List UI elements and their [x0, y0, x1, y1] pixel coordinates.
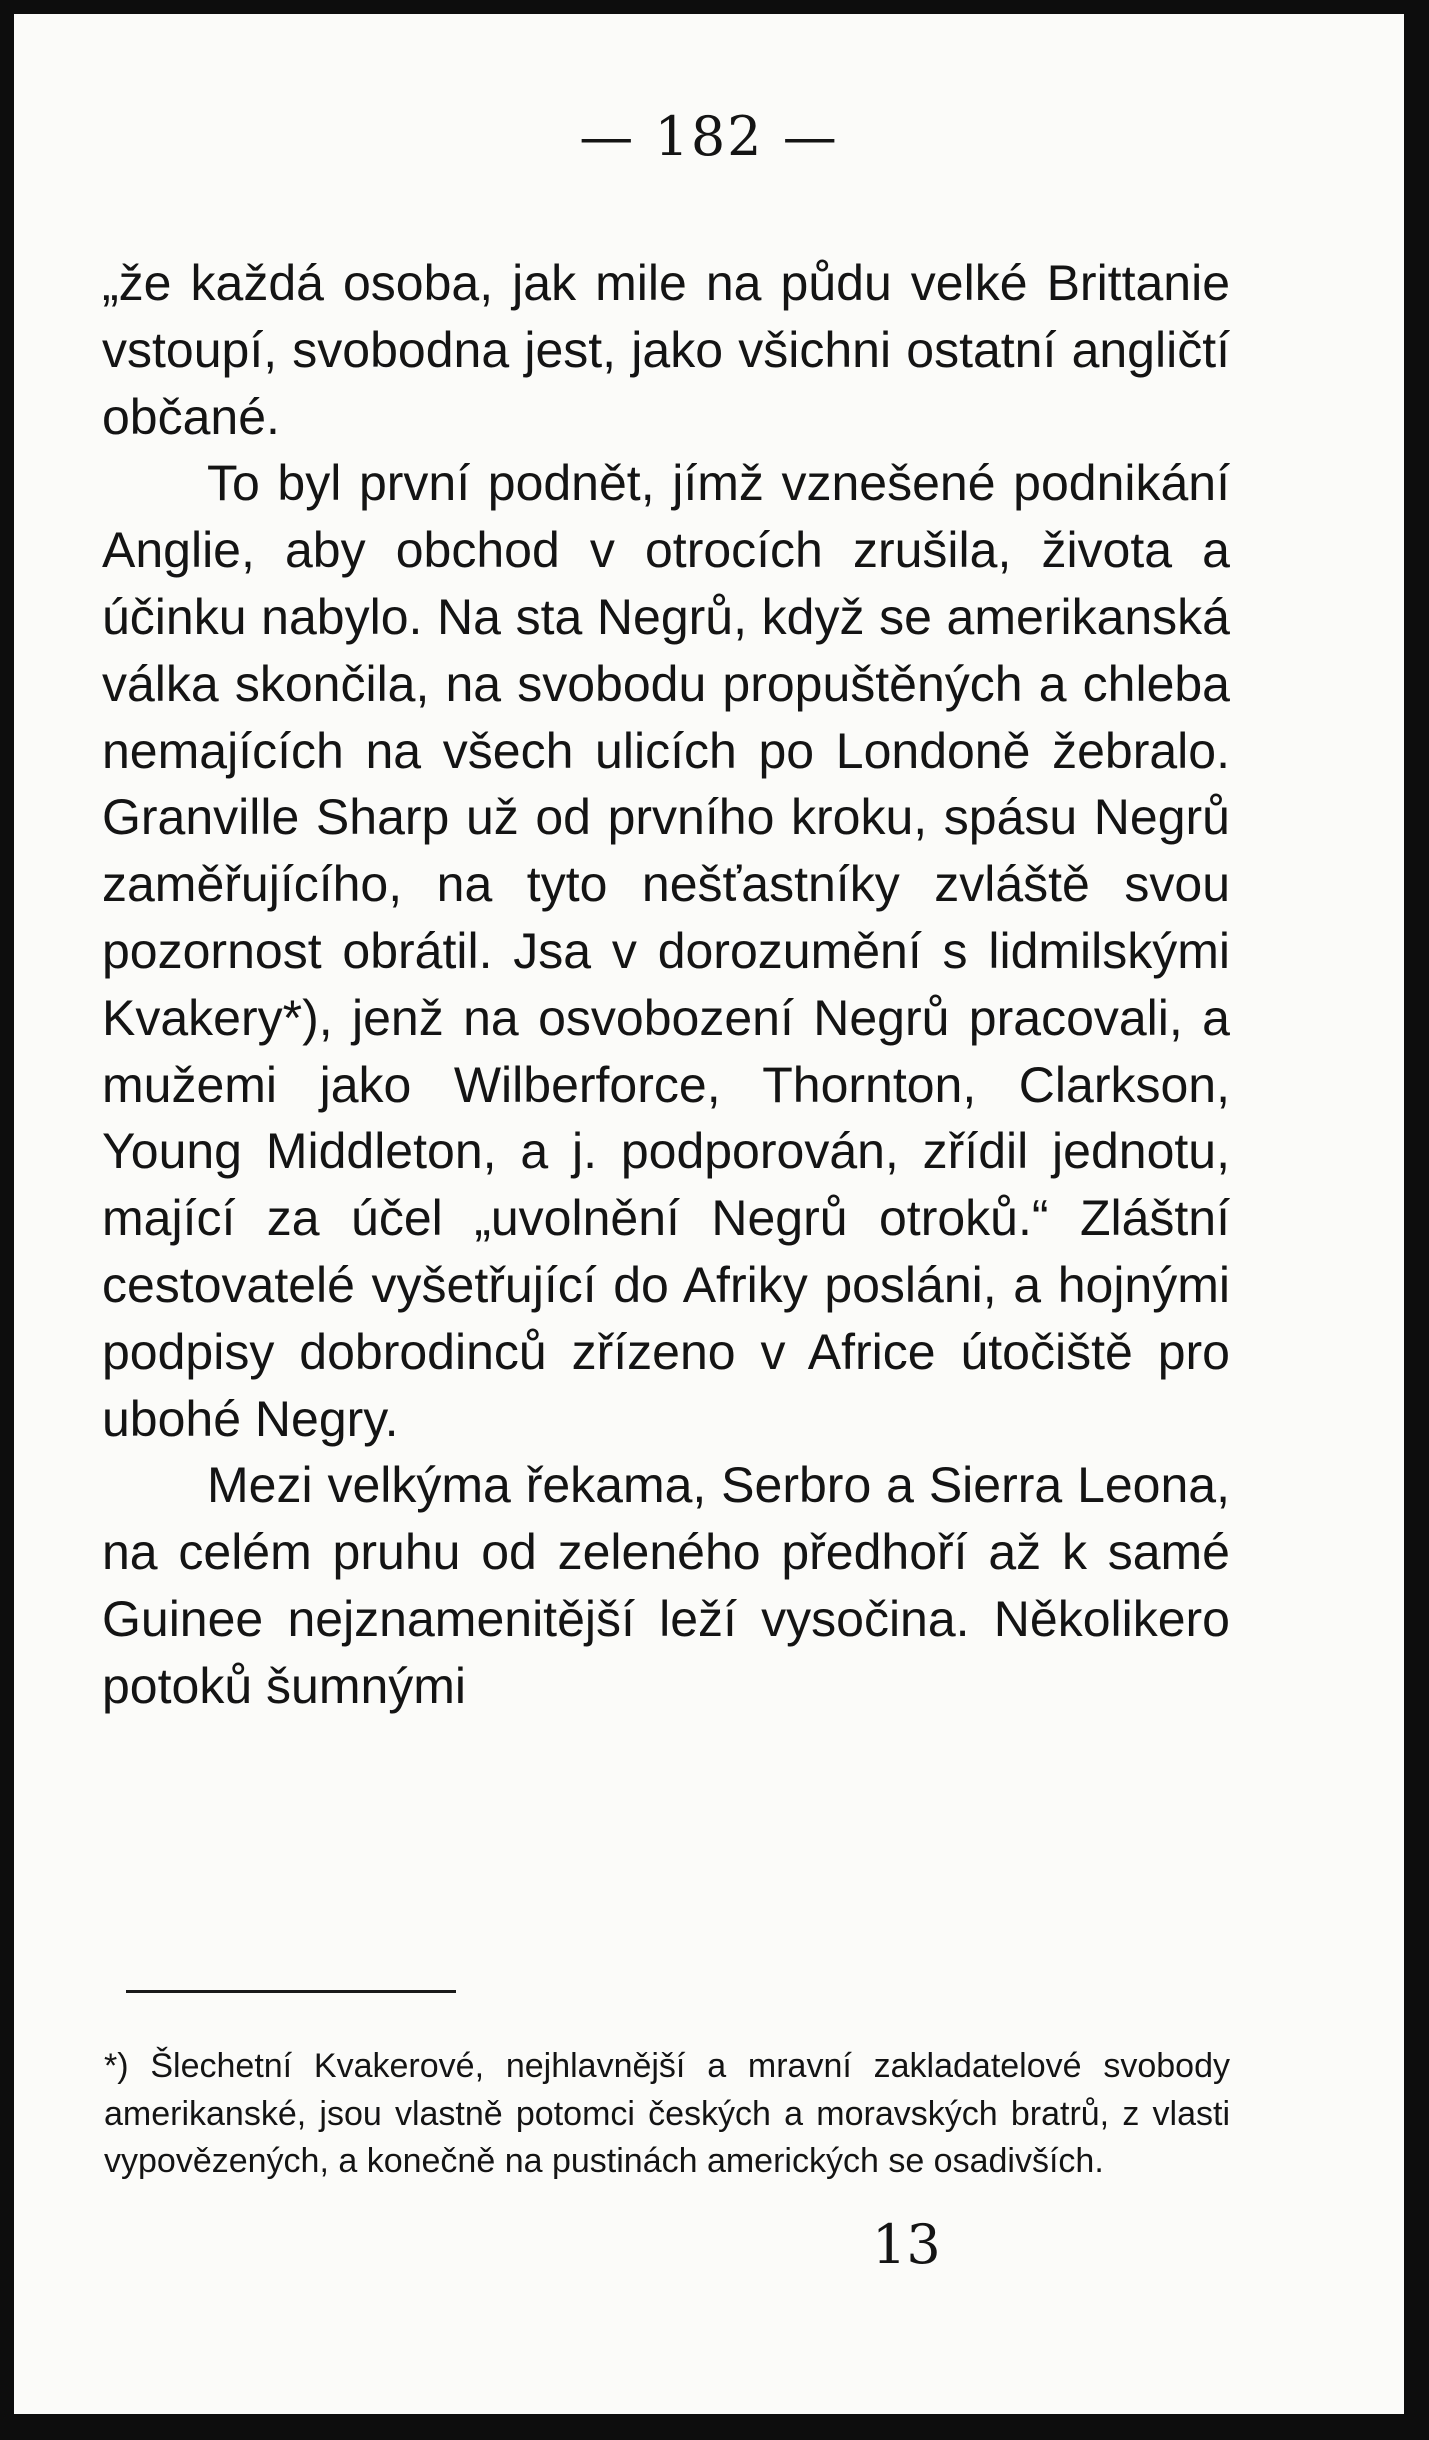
paragraph-3: Mezi velkýma řekama, Serbro a Sierra Leona, na celém pruhu od zeleného předhoří až k samé Guinee nejznamenitější leží vysočina. Několikero potoků šumnými [102, 1457, 1230, 1714]
page-number: — 182 — [579, 105, 839, 168]
body-text [102, 250, 1230, 1720]
signature-mark: 13 [872, 2213, 941, 2276]
paragraph-2: To byl první podnět, jímž vznešené podnikání Anglie, aby obchod v otrocích zrušila, života a účinku nabylo. Na sta Negrů, když se amerikanská válka skončila, na svobodu propuštěných a chleba nemajících na všech ulicích po Londoně žebralo. Granville Sharp už od prvního kroku, spásu Negrů zaměřujícího, na tyto nešťastníky zvláště svou pozornost obrátil. Jsa v dorozumění s lidmilskými Kvakery*), jenž na osvobození Negrů pracovali, a mužemi jako Wilberforce, Thornton, Clarkson, Young Middleton, a j. podporován, zřídil jednotu, mající za účel „uvolnění Negrů otroků.“ Zláštní cestovatelé vyšetřující do Afriky posláni, a hojnými podpisy dobrodinců zřízeno v Africe útočiště pro ubohé Negry. [102, 455, 1230, 1447]
footnote-divider [126, 1990, 456, 1993]
paragraph-1: „že každá osoba, jak mile na půdu velké Brittanie vstoupí, svobodna jest, jako všichni ostatní angličtí občané. [102, 255, 1230, 445]
footnote: *) Šlechetní Kvakerové, nejhlavnější a mravní zakladatelové svobody amerikanské, jsou vlastně potomci českých a moravských bratrů, z vlasti vypovězených, a konečně na pustinách amerických se osadivších. [104, 2047, 1230, 2180]
book-page [14, 14, 1404, 2414]
